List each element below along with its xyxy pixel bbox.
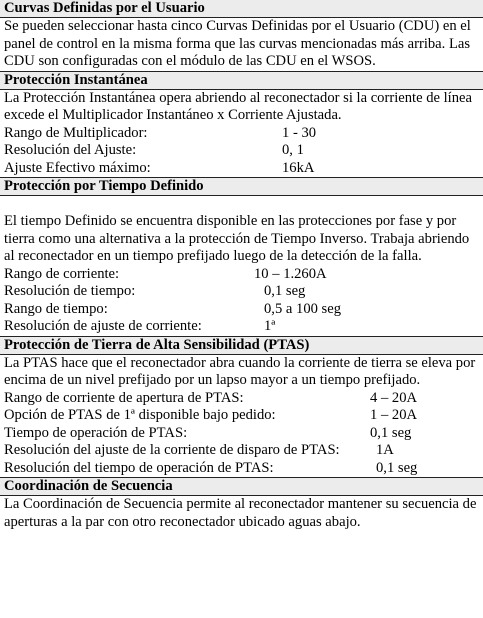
spec-label: Opción de PTAS de 1ª disponible bajo pedido: — [4, 407, 276, 423]
section-paragraph: El tiempo Definido se encuentra disponible en las protecciones por fase y por tierra como una alternativa a la protección de Tiempo Inverso. Trabaja abriendo al reconectador en un tiempo prefijado luego de la detección de la falla. — [4, 213, 470, 264]
section-paragraph: La PTAS hace que el reconectador abra cuando la corriente de tierra se eleva por encima de un nivel prefijado por un lapso mayor a un tiempo prefijado. — [4, 354, 476, 388]
section-heading: Protección por Tiempo Definido — [0, 177, 483, 196]
spec-row — [0, 442, 483, 460]
section-paragraph: Se pueden seleccionar hasta cinco Curvas Definidas por el Usuario (CDU) en el panel de control en la misma forma que las curvas mencionadas más arriba. Las CDU son configuradas con el módulo de las CDU en el WSOS. — [4, 18, 471, 69]
spec-row — [0, 142, 483, 160]
spec-value: 0,1 seg — [264, 283, 306, 299]
spec-value: 0,1 seg — [370, 424, 412, 441]
spec-label: Rango de corriente de apertura de PTAS: — [4, 389, 244, 406]
section-cdu — [0, 0, 483, 71]
spec-value: 0,1 seg — [376, 459, 418, 476]
spec-value: 1ª — [264, 318, 276, 334]
spec-value: 0, 1 — [282, 142, 304, 158]
spec-row — [0, 160, 483, 178]
spec-label: Resolución de tiempo: — [4, 283, 136, 299]
spec-row — [0, 390, 483, 408]
section-paragraph: La Coordinación de Secuencia permite al reconectador mantener su secuencia de aperturas a la par con otro reconectador ubicado aguas abajo. — [4, 496, 477, 530]
spec-row — [0, 283, 483, 301]
section-heading: Protección de Tierra de Alta Sensibilidad (PTAS) — [0, 336, 483, 355]
spec-label: Resolución de ajuste de corriente: — [4, 318, 202, 334]
spec-label: Tiempo de operación de PTAS: — [4, 424, 188, 441]
section-sequence-coordination — [0, 477, 483, 531]
section-ptas — [0, 336, 483, 478]
spec-row — [0, 460, 483, 478]
section-heading: Coordinación de Secuencia — [0, 477, 483, 496]
spec-label: Ajuste Efectivo máximo: — [4, 159, 151, 176]
spec-value: 16kA — [282, 159, 315, 176]
section-definite-time — [0, 177, 483, 336]
spec-value: 1 - 30 — [282, 124, 317, 141]
spec-row — [0, 318, 483, 336]
spec-value: 4 – 20A — [370, 389, 418, 406]
spec-label: Resolución del tiempo de operación de PTAS: — [4, 459, 274, 476]
spec-label: Rango de corriente: — [4, 265, 120, 282]
spec-row — [0, 407, 483, 425]
section-heading: Curvas Definidas por el Usuario — [0, 0, 483, 18]
spec-value: 10 – 1.260A — [254, 265, 327, 282]
spec-row — [0, 125, 483, 143]
spec-label: Resolución del ajuste de la corriente de disparo de PTAS: — [4, 442, 340, 458]
section-heading: Protección Instantánea — [0, 71, 483, 90]
spec-label: Rango de Multiplicador: — [4, 124, 148, 141]
spec-value: 1 – 20A — [370, 407, 418, 423]
spec-value: 1A — [376, 442, 394, 458]
section-paragraph: La Protección Instantánea opera abriendo al reconectador si la corriente de línea excede el Multiplicador Instantáneo x Corriente Ajustada. — [4, 89, 472, 123]
spec-row — [0, 301, 483, 319]
spec-label: Resolución del Ajuste: — [4, 142, 137, 158]
spec-value: 0,5 a 100 seg — [264, 300, 342, 317]
spec-label: Rango de tiempo: — [4, 300, 108, 317]
spec-row — [0, 425, 483, 443]
section-instantaneous — [0, 71, 483, 178]
spec-row — [0, 266, 483, 284]
